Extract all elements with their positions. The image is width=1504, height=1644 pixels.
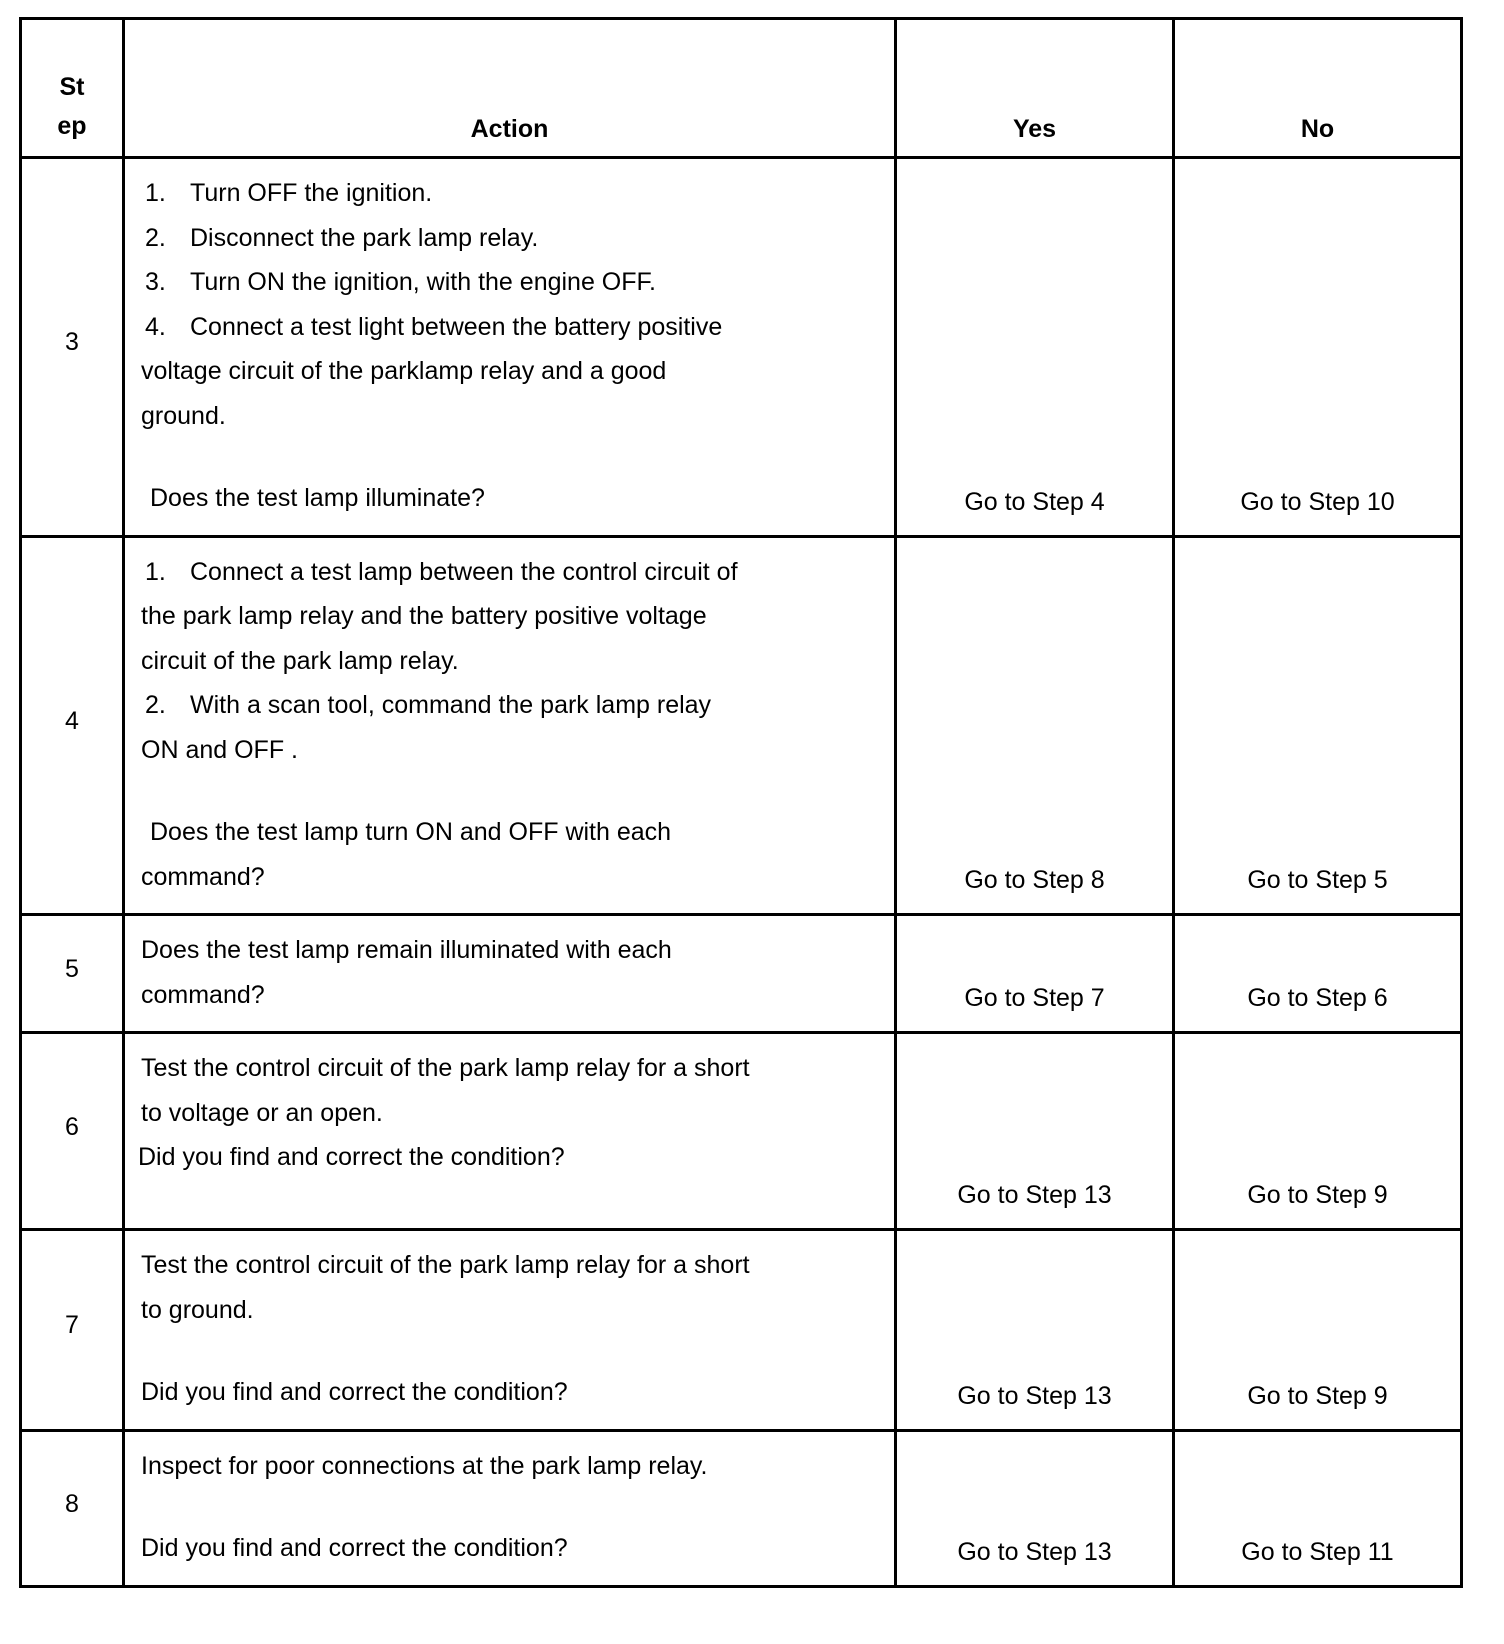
no-result: Go to Step 10 (1174, 158, 1462, 537)
yes-result: Go to Step 4 (896, 158, 1174, 537)
action-text: voltage circuit of the parklamp relay and a good (141, 357, 667, 385)
header-step-line1: St (59, 73, 85, 101)
action-text: command? (141, 980, 265, 1009)
action-text: the park lamp relay and the battery positive voltage (141, 602, 707, 630)
step-number: 7 (21, 1230, 124, 1431)
no-result: Go to Step 11 (1174, 1430, 1462, 1586)
no-result: Go to Step 5 (1174, 536, 1462, 915)
action-text: Test the control circuit of the park lamp relay for a short (141, 1251, 750, 1279)
table-row-step-5 (21, 915, 1462, 1033)
question-text: Does the test lamp illuminate? (150, 484, 485, 512)
header-yes-label: Yes (1012, 115, 1057, 143)
list-item: 1. Turn OFF the ignition. (145, 179, 433, 207)
header-no (1174, 19, 1462, 158)
action-text: circuit of the park lamp relay. (141, 646, 459, 675)
no-result: Go to Step 9 (1174, 1230, 1462, 1431)
step-number: 8 (21, 1430, 124, 1586)
table-row-step-8 (21, 1430, 1462, 1586)
question-text: Did you find and correct the condition? (141, 1378, 568, 1406)
no-result: Go to Step 6 (1174, 915, 1462, 1033)
action-text: to voltage or an open. (141, 1098, 383, 1127)
list-item: 2. Disconnect the park lamp relay. (145, 223, 539, 252)
question-text: Did you find and correct the condition? (138, 1143, 565, 1171)
action-cell (124, 915, 896, 1033)
action-text: Test the control circuit of the park lamp relay for a short (141, 1054, 750, 1082)
no-result: Go to Step 9 (1174, 1033, 1462, 1230)
table-row-step-6 (21, 1033, 1462, 1230)
action-cell (124, 1033, 896, 1230)
step-number: 5 (21, 915, 124, 1033)
table-row-step-4 (21, 536, 1462, 915)
header-step-line2: ep (57, 112, 87, 140)
action-cell (124, 1430, 896, 1586)
list-item: 2. With a scan tool, command the park lamp relay (145, 691, 712, 719)
header-action (124, 19, 896, 158)
yes-result: Go to Step 13 (896, 1430, 1174, 1586)
step-number: 4 (21, 536, 124, 915)
header-action-label: Action (470, 115, 549, 143)
list-item: 4. Connect a test light between the battery positive (145, 312, 723, 341)
action-cell (124, 1230, 896, 1431)
step-number: 3 (21, 158, 124, 537)
action-cell (124, 536, 896, 915)
table-row-step-3 (21, 158, 1462, 537)
header-no-label: No (1300, 115, 1335, 143)
yes-result: Go to Step 13 (896, 1033, 1174, 1230)
action-text: ground. (141, 401, 226, 430)
yes-result: Go to Step 7 (896, 915, 1174, 1033)
action-cell (124, 158, 896, 537)
list-item: 1. Connect a test lamp between the control circuit of (145, 557, 738, 586)
question-text: Did you find and correct the condition? (141, 1534, 568, 1562)
yes-result: Go to Step 13 (896, 1230, 1174, 1431)
diagnostic-table (19, 17, 1463, 1588)
action-text: Does the test lamp remain illuminated with each (141, 936, 672, 964)
question-text: command? (141, 862, 265, 891)
header-yes (896, 19, 1174, 158)
step-number: 6 (21, 1033, 124, 1230)
action-text: to ground. (141, 1295, 254, 1324)
action-text: Inspect for poor connections at the park lamp relay. (141, 1451, 708, 1480)
action-text: ON and OFF . (141, 735, 298, 764)
yes-result: Go to Step 8 (896, 536, 1174, 915)
header-step (21, 19, 124, 158)
list-item: 3. Turn ON the ignition, with the engine OFF. (145, 268, 656, 296)
header-row (21, 19, 1462, 158)
table-row-step-7 (21, 1230, 1462, 1431)
question-text: Does the test lamp turn ON and OFF with each (150, 818, 672, 846)
